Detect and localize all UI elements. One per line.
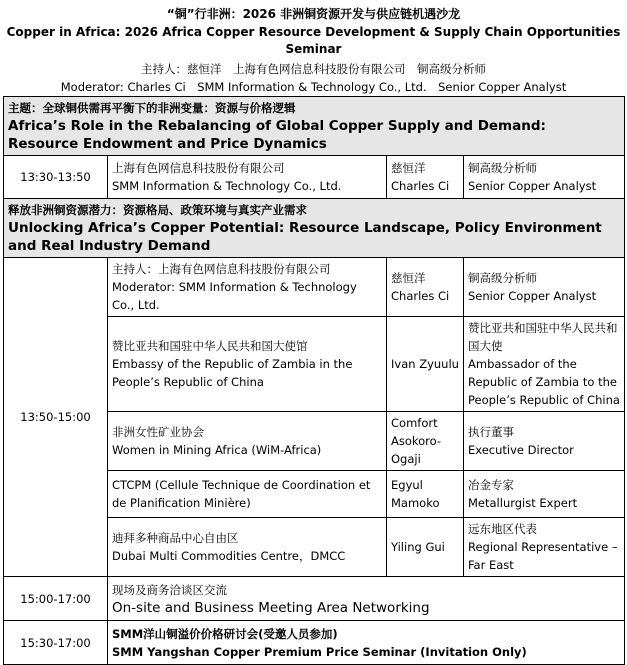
schedule-table (3, 96, 625, 665)
section-title-en: Unlocking Africa’s Copper Potential: Resource Landscape, Policy Environment and Real Industry Demand (8, 220, 602, 254)
section-title-en: Africa’s Role in the Rebalancing of Global Copper Supply and Demand: Resource Endowment and Price Dynamics (8, 118, 546, 152)
time-cell: 15:00-17:00 (4, 577, 108, 621)
speaker-title-en: Metallurgist Expert (468, 496, 578, 510)
speaker-title-cell (464, 518, 625, 577)
organization-cell (108, 258, 387, 317)
activity-cell (108, 621, 625, 665)
speaker-cell (387, 156, 464, 199)
organization-cell (108, 412, 387, 471)
speaker-title-cell (464, 156, 625, 199)
organization-cell (108, 317, 387, 412)
organization-en: SMM Information & Technology Co., Ltd. (112, 179, 342, 193)
organization-zh: 非洲女性矿业协会 (112, 425, 204, 439)
speaker-name-zh: 慈恒洋 (391, 271, 426, 285)
speaker-title-zh: 执行董事 (468, 425, 514, 439)
time-cell: 15:30-17:00 (4, 621, 108, 665)
organization-zh: 迪拜多种商品中心自由区 (112, 531, 239, 545)
time-cell: 13:30-13:50 (4, 156, 108, 199)
speaker-title-cell (464, 412, 625, 471)
organization-zh: 主持人：上海有色网信息科技股份有限公司 (112, 262, 331, 276)
speaker-title-zh: 铜高级分析师 (468, 271, 537, 285)
organization-en: Women in Mining Africa (WiM-Africa) (112, 443, 322, 457)
speaker-title-cell (464, 471, 625, 518)
speaker-name: Egyul Mamoko (387, 471, 464, 518)
section-title-zh: 主题：全球铜供需再平衡下的非洲变量：资源与价格逻辑 (8, 101, 296, 115)
speaker-name-en: Charles Ci (391, 289, 450, 303)
event-title-zh: “铜”行非洲：2026 非洲铜资源开发与供应链机遇沙龙 (166, 7, 461, 21)
speaker-title-zh: 冶金专家 (468, 478, 514, 492)
section-title-zh: 释放非洲铜资源潜力：资源格局、政策环境与真实产业需求 (8, 203, 307, 217)
speaker-name-en: Charles Ci (391, 179, 450, 193)
organization-zh: 赞比亚共和国驻中华人民共和国大使馆 (112, 339, 308, 353)
time-cell: 13:50-15:00 (4, 258, 108, 577)
schedule-row (4, 258, 625, 317)
moderator-zh: 主持人：慈恒洋 上海有色网信息科技股份有限公司 铜高级分析师 (141, 62, 486, 76)
section-header-row (4, 199, 625, 258)
organization-en: Embassy of the Republic of Zambia in the People’s Republic of China (112, 357, 353, 389)
activity-cell (108, 577, 625, 621)
activity-zh: 现场及商务洽谈区交流 (112, 582, 227, 597)
organization-en: Dubai Multi Commodities Centre，DMCC (112, 549, 346, 563)
speaker-title-en: Regional Representative – Far East (468, 540, 618, 572)
organization-cell: CTCPM (Cellule Technique de Coordination et de Planification Minière) (108, 471, 387, 518)
speaker-name: Ivan Zyuulu (387, 317, 464, 412)
organization-cell (108, 518, 387, 577)
schedule-row (4, 577, 625, 621)
organization-cell (108, 156, 387, 199)
speaker-title-zh: 远东地区代表 (468, 522, 537, 536)
schedule-row (4, 621, 625, 665)
speaker-title-cell (464, 317, 625, 412)
speaker-title-en: Senior Copper Analyst (468, 179, 597, 193)
speaker-name: Comfort Asokoro-Ogaji (387, 412, 464, 471)
speaker-title-en: Executive Director (468, 443, 574, 457)
organization-zh: 上海有色网信息科技股份有限公司 (112, 161, 285, 175)
speaker-title-cell (464, 258, 625, 317)
schedule-row (4, 156, 625, 199)
moderator-en: Moderator: Charles Ci SMM Information & Technology Co., Ltd. Senior Copper Analyst (60, 80, 567, 94)
organization-en: Moderator: SMM Information & Technology Co., Ltd. (112, 280, 357, 312)
speaker-title-en: Senior Copper Analyst (468, 289, 597, 303)
speaker-title-en: Ambassador of the Republic of Zambia to the People’s Republic of China (468, 357, 620, 407)
section-header-row (4, 97, 625, 156)
activity-en: SMM Yangshan Copper Premium Price Seminar (Invitation Only) (112, 644, 527, 659)
speaker-title-zh: 赞比亚共和国驻中华人民共和国大使 (468, 321, 618, 353)
activity-zh: SMM洋山铜溢价价格研讨会(受邀人员参加) (112, 626, 338, 641)
activity-en: On-site and Business Meeting Area Networking (112, 599, 430, 616)
section-unlocking (4, 199, 625, 258)
speaker-cell (387, 258, 464, 317)
speaker-title-zh: 铜高级分析师 (468, 161, 537, 175)
event-title-en: Copper in Africa: 2026 Africa Copper Resource Development & Supply Chain Opportunities Seminar (6, 25, 621, 56)
section-theme (4, 97, 625, 156)
speaker-name: Yiling Gui (387, 518, 464, 577)
speaker-name-zh: 慈恒洋 (391, 161, 426, 175)
